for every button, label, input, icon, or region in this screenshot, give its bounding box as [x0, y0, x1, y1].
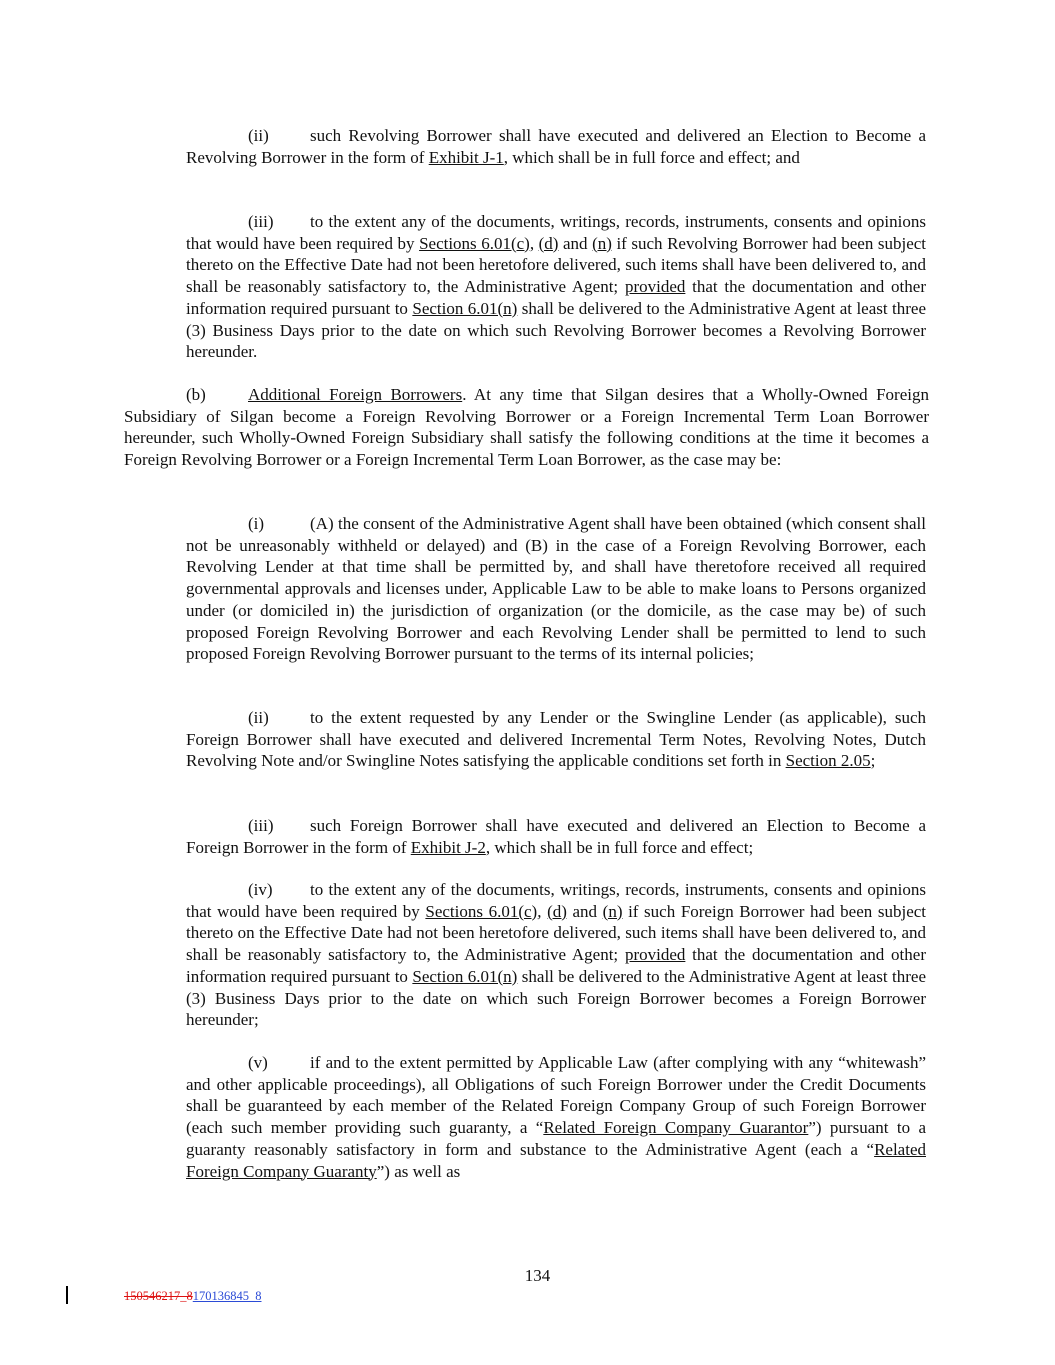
clause-number: (ii)	[248, 708, 269, 727]
clause-b: (b) Additional Foreign Borrowers. At any time that Silgan desires that a Wholly-Owned Foreign Subsidiary of Silgan become a Foreign Revolving Borrower or a Foreign Incremental Term Loan Borrower hereunder, such Wholly-Owned Foreign Subsidiary shall satisfy the following conditions at the time it becomes a Foreign Revolving Borrower or a Foreign Incremental Term Loan Borrower, as the case may be:	[124, 385, 929, 470]
exhibit-reference: Exhibit J-2	[410, 837, 486, 857]
clause-heading: Additional Foreign Borrowers	[248, 385, 463, 404]
defined-term: Related Foreign Company Guarantor	[543, 1118, 809, 1138]
section-reference: Section 6.01(n)	[412, 298, 518, 318]
document-id	[124, 1289, 262, 1304]
clause-number: (iii)	[248, 212, 274, 231]
section-reference: (d)	[538, 233, 559, 253]
clause-b-i: (i) (A) the consent of the Administrative Agent shall have been obtained (which consent shall not be unreasonably withheld or delayed) and (B) in the case of a Foreign Revolving Borrower, each Revolving Lender at that time shall be permitted by, and shall have theretofore received all required governmental approvals and licenses under, Applicable Law to be able to make loans to Persons organized under (or domiciled in) the jurisdiction of organization (or the domicile, as the case may be) of such proposed Foreign Revolving Borrower and each Revolving Lender shall be permitted to lend to such proposed Foreign Revolving Borrower pursuant to the terms of its internal policies;	[186, 514, 926, 664]
clause-number: (iii)	[248, 816, 274, 835]
deleted-doc-id: 150546217_8	[124, 1289, 193, 1303]
clause-number: (i)	[248, 514, 265, 533]
inserted-doc-id: 170136845_8	[192, 1289, 262, 1303]
clause-number: (b)	[186, 385, 206, 404]
clause-b-v: (v) if and to the extent permitted by Applicable Law (after complying with any “whitewash” and other applicable proceedings), all Obligations of such Foreign Borrower under the Credit Documents shall be guaranteed by each member of the Related Foreign Company Group of such Foreign Borrower (each such member providing such guaranty, a “Related Foreign Company Guarantor”) pursuant to a guaranty reasonably satisfactory in form and substance to the Administrative Agent (each a “Related Foreign Company Guaranty”) as well as	[186, 1053, 927, 1181]
page-number: 134	[524, 1266, 551, 1285]
provided-term: provided	[624, 945, 686, 965]
clause-number: (v)	[248, 1053, 268, 1072]
clause-number: (iv)	[248, 880, 273, 899]
change-bar	[66, 1286, 68, 1304]
clause-b-iii: (iii) such Foreign Borrower shall have executed and delivered an Election to Become a Foreign Borrower in the form of Exhibit J-2, which shall be in full force and effect;	[186, 816, 926, 857]
section-reference: (n)	[592, 233, 612, 253]
section-reference: Sections 6.01(c)	[419, 233, 530, 253]
clause-b-ii: (ii) to the extent requested by any Lender or the Swingline Lender (as applicable), such Foreign Borrower shall have executed and delivered Incremental Term Notes, Revolving Notes, Dutch Revolving Note and/or Swingline Notes satisfying the applicable conditions set forth in Section 2.05;	[186, 708, 926, 771]
section-reference: Sections 6.01(c)	[425, 901, 538, 921]
section-reference: Section 6.01(n)	[412, 966, 518, 986]
defined-term: Related Foreign Company Guaranty	[186, 1139, 926, 1181]
section-reference: (n)	[602, 901, 623, 921]
provided-term: provided	[624, 277, 686, 297]
section-reference: Section 2.05	[785, 751, 871, 771]
exhibit-reference: Exhibit J-1	[428, 147, 504, 167]
clause-a-iii: (iii) to the extent any of the documents, writings, records, instruments, consents and opinions that would have been required by Sections 6.01(c), (d) and (n) if such Revolving Borrower had been subject thereto on the Effective Date had not been heretofore delivered, such items shall have been delivered to, and shall be reasonably satisfactory to, the Administrative Agent; provided that the documentation and other information required pursuant to Section 6.01(n) shall be delivered to the Administrative Agent at least three (3) Business Days prior to the date on which such Revolving Borrower becomes a Revolving Borrower hereunder.	[186, 212, 927, 362]
clause-number: (ii)	[248, 126, 269, 145]
clause-b-iv: (iv) to the extent any of the documents, writings, records, instruments, consents and opinions that would have been required by Sections 6.01(c), (d) and (n) if such Foreign Borrower had been subject thereto on the Effective Date had not been heretofore delivered, such items shall have been delivered to, and shall be reasonably satisfactory to, the Administrative Agent; provided that the documentation and other information required pursuant to Section 6.01(n) shall be delivered to the Administrative Agent at least three (3) Business Days prior to the date on which such Foreign Borrower becomes a Foreign Borrower hereunder;	[186, 880, 927, 1030]
section-reference: (d)	[547, 901, 567, 921]
clause-a-ii: (ii) such Revolving Borrower shall have executed and delivered an Election to Become a Revolving Borrower in the form of Exhibit J-1, which shall be in full force and effect; and	[186, 126, 926, 167]
